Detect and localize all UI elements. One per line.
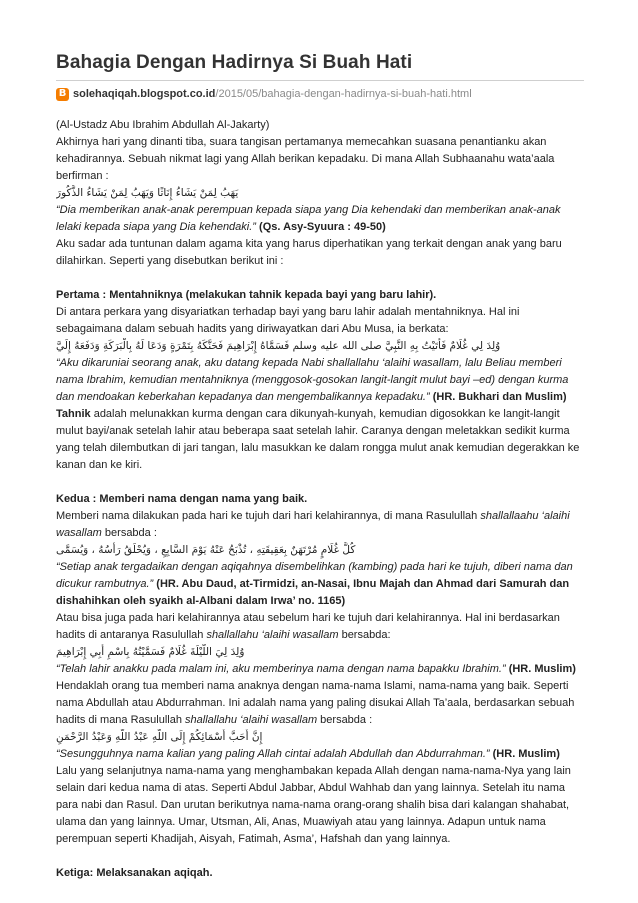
tahnik-label: Tahnik	[56, 408, 91, 420]
ayat-translation-block	[56, 202, 584, 236]
kedua-translation3: “Sesungguhnya nama kalian yang paling Allah cintai adalah Abdullah dan Abdurrahman.”	[56, 748, 490, 760]
pertama-translation: “Aku dikaruniai seorang anak, aku datang kepada Nabi shallallahu ‘alaihi wasallam, lalu Beliau memberi nama Ibrahim, kemudian mentahniknya (menggosok-gosokan langit-langit mulut bayi –ed) dengan kurma dan mendoakan keberkahan kepadanya dan mengembalikannya kepadaku.”	[56, 357, 569, 403]
kedua-text	[56, 508, 584, 542]
kedua-reference: (HR. Abu Daud, at-Tirmidzi, an-Nasai, Ibnu Majah dan Ahmad dari Samurah dan dishahihkan oleh syaikh al-Albani dalam Irwa’ no. 1165)	[56, 578, 570, 607]
source-path: /2015/05/bahagia-dengan-hadirnya-si-buah-hati.html	[215, 88, 472, 100]
section-heading-kedua: Kedua : Memberi nama dengan nama yang baik.	[56, 493, 308, 505]
ayat-reference: (Qs. Asy-Syuura : 49-50)	[259, 221, 386, 233]
kedua-translation-block	[56, 559, 584, 610]
tahnik-paragraph	[56, 406, 584, 474]
kedua-text2	[56, 610, 584, 644]
author-line: (Al-Ustadz Abu Ibrahim Abdullah Al-Jakarty)	[56, 119, 270, 131]
section-gap	[56, 270, 584, 287]
kedua-arabic2: وُلِدَ لِيَ اللَّيْلَةَ غُلَامٌ فَسَمَّيْتُهُ بِاسْمِ أَبِي إِبْرَاهِيمَ	[56, 646, 245, 658]
section-gap	[56, 474, 584, 491]
kedua-text3-b: bersabda :	[317, 714, 373, 726]
pertama-reference: (HR. Bukhari dan Muslim)	[432, 391, 567, 403]
kedua-reference3: (HR. Muslim)	[492, 748, 560, 760]
section-gap	[56, 848, 584, 865]
kedua-text3-italic: shallallahu ‘alaihi wasallam	[185, 714, 318, 726]
kedua-text2-b: bersabda:	[338, 629, 391, 641]
section-heading-pertama: Pertama : Mentahniknya (melakukan tahnik kepada bayi yang baru lahir).	[56, 289, 437, 301]
kedua-text3	[56, 678, 584, 729]
pertama-translation-block	[56, 355, 584, 406]
tahnik-text: adalah melunakkan kurma dengan cara dikunyah-kunyah, kemudian digosokkan ke langit-langit mulut bayi/anak setelah lahir atau beberapa saat setelah lahir. Caranya dengan meletakkan sedikit kurma yang telah dilembutkan di jari tangan, lalu masukkan ke dalam rongga mulut anak kemudian degerakkan ke kanan dan ke kiri.	[56, 408, 580, 471]
kedua-translation2: “Telah lahir anakku pada malam ini, aku memberinya nama dengan nama bapakku Ibrahim.”	[56, 663, 506, 675]
intro2-paragraph: Aku sadar ada tuntunan dalam agama kita yang harus diperhatikan yang terkait dengan anak yang baru dilahirkan. Seperti yang disebutkan berikut ini :	[56, 238, 562, 267]
kedua-translation3-block	[56, 746, 584, 763]
kedua-text-a: Memberi nama dilakukan pada hari ke tujuh dari hari kelahirannya, di mana Rasulullah	[56, 510, 481, 522]
kedua-reference2: (HR. Muslim)	[508, 663, 576, 675]
source-domain-link[interactable]: solehaqiqah.blogspot.co.id	[73, 88, 216, 100]
title-divider	[56, 80, 584, 81]
kedua-text3-a: Hendaklah orang tua memberi nama anaknya dengan nama-nama Islami, nama-nama yang baik. Seperti nama Abdullah atau Abdurrahman. Ini adalah nama yang paling disukai Allah Ta’aala, berdasarkan sebuah hadits di mana Rasulullah	[56, 680, 575, 726]
kedua-text2-a: Atau bisa juga pada hari kelahirannya atau sebelum hari ke tujuh dari kelahirannya. Hal ini berdasarkan hadits di antaranya Rasulullah	[56, 612, 560, 641]
pertama-text: Di antara perkara yang disyariatkan terhadap bayi yang baru lahir adalah mentahniknya. Hal ini sebagaimana dalam sebuah hadits yang diriwayatkan dari Abu Musa, ia berkata:	[56, 306, 520, 335]
kedua-text-italic: shallallaahu ‘alaihi wasallam	[56, 510, 570, 539]
ayat-arabic: يَهَبُ لِمَنْ يَشَاءُ إِنَاثًا وَيَهَبُ لِمَنْ يَشَاءُ الذُّكُورَ	[56, 187, 239, 199]
kedua-translation2-block	[56, 661, 584, 678]
intro-paragraph: Akhirnya hari yang dinanti tiba, suara tangisan pertamanya memecahkan suasana penantianku akan kehadirannya. Sebuah nikmat lagi yang Allah berikan kepadaku. Di mana Allah Subhaanahu wata’aala berfirman :	[56, 136, 555, 182]
blogger-icon: B	[56, 88, 69, 101]
kedua-text-b: bersabda :	[101, 527, 157, 539]
kedua-arabic: كُلُّ غُلَامٍ مُرْتَهَنٌ بِعَقِيقَتِهِ ، تُذْبَحُ عَنْهُ يَوْمَ السَّابِعِ ، وَيُحْلَقُ رَأْسُهُ ، وَيُسَمَّى	[56, 544, 356, 556]
kedua-translation: “Setiap anak tergadaikan dengan aqiqahnya disembelihkan (kambing) pada hari ke tujuh, diberi nama dan dicukur rambutnya.”	[56, 561, 573, 590]
source-line	[56, 86, 472, 102]
article-body	[56, 117, 584, 882]
section-heading-ketiga: Ketiga: Melaksanakan aqiqah.	[56, 867, 213, 879]
kedua-text2-italic: shallallahu ‘alaihi wasallam	[206, 629, 339, 641]
ayat-translation: “Dia memberikan anak-anak perempuan kepada siapa yang Dia kehendaki dan memberikan anak-anak lelaki kepada siapa yang Dia kehendaki.”	[56, 204, 561, 233]
pertama-arabic: وُلِدَ لِي غُلَامٌ فَأَتَيْتُ بِهِ النَّبِيَّ صلى الله عليه وسلم فَسَمَّاهُ إِبْرَاهِيمَ فَحَنَّكَهُ بِتَمْرَةٍ وَدَعَا لَهُ بِالْبَرَكَةِ وَدَفَعَهُ إِلَيَّ	[56, 340, 501, 352]
kedua-arabic3: إِنَّ أَحَبَّ أَسْمَائِكُمْ إِلَى اللَّهِ عَبْدُ اللَّهِ وَعَبْدُ الرَّحْمَنِ	[56, 731, 263, 743]
article-title: Bahagia Dengan Hadirnya Si Buah Hati	[56, 52, 413, 73]
kedua-text4: Lalu yang selanjutnya nama-nama yang menghambakan kepada Allah dengan nama-nama-Nya yang lain selain dari kedua nama di atas. Seperti Abdul Jabbar, Abdul Wahhab dan yang lainnya. Setelah itu nama para nabi dan Rasul. Dan urutan berikutnya nama-nama orang-orang shalih bisa dari kalangan shahabat, ulama dan yang lainnya. Umar, Utsman, Ali, Anas, Muawiyah atau yang lainnya. Adapun untuk nama perempuan seperti Khadijah, Aisyah, Fatimah, Asma’, Hafshah dan yang lainnya.	[56, 765, 571, 845]
